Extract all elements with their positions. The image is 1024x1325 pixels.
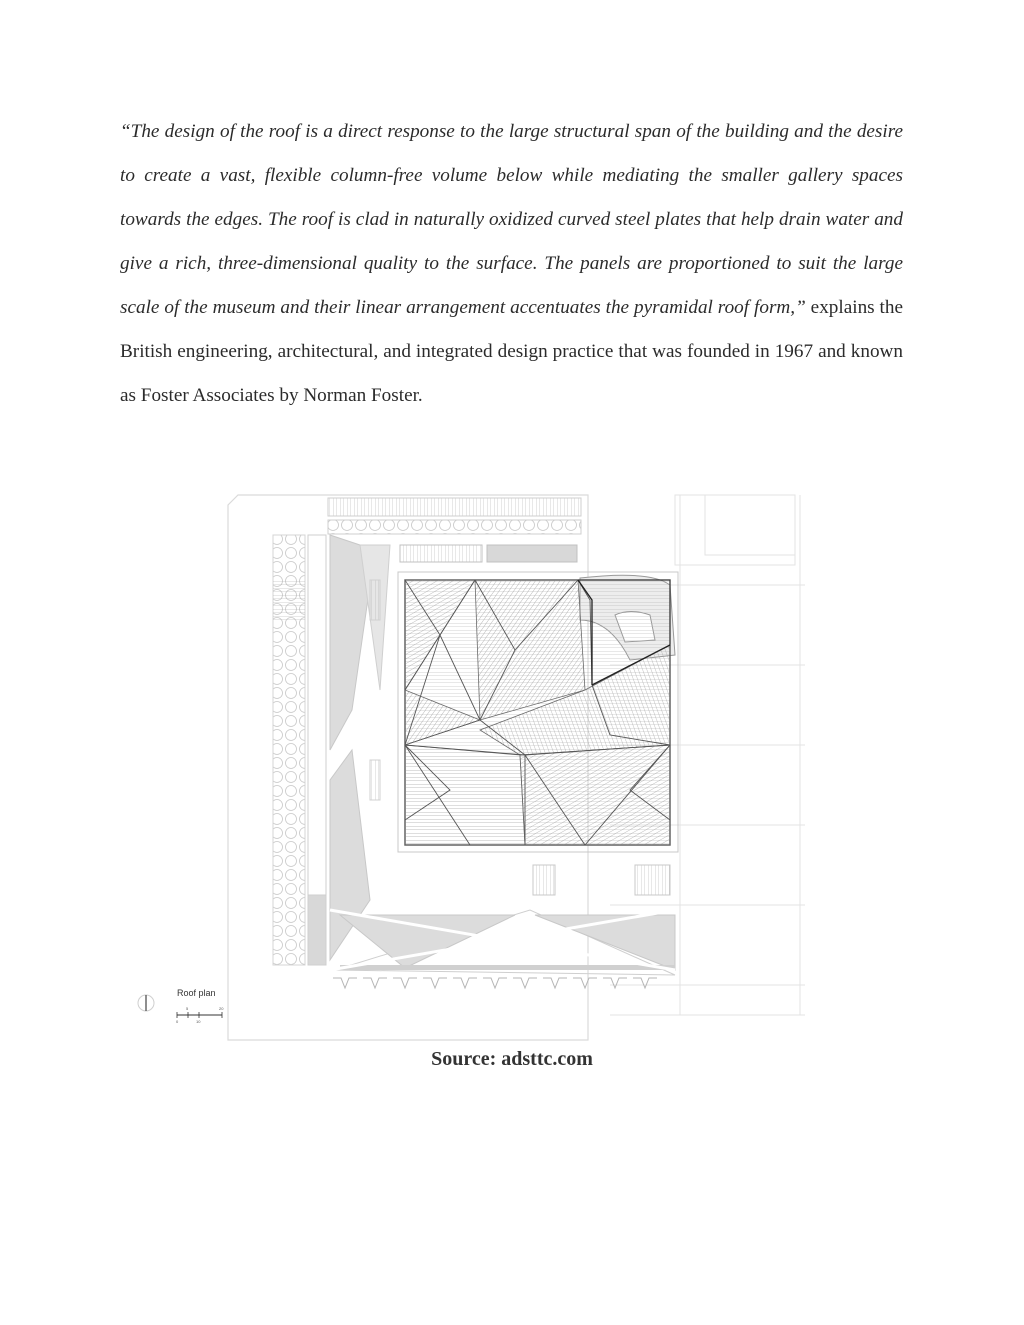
plan-label: Roof plan [177,988,216,998]
attribution-text: explains the British engineering, architectural, and integrated design practice that was founded in 1967 and known as Foster Associates by Norman Foster. [120,297,904,406]
scale-label-10: 10 [196,1019,201,1024]
roof-plan-drawing [130,490,810,1045]
scale-bar [176,1006,224,1024]
figure-caption: Source: adsttc.com [431,1048,593,1070]
quoted-text: “The design of the roof is a direct response to the large structural span of the building and the desire to create a vast, flexible column-free volume below while mediating the smaller gallery spaces towards the edges. The roof is clad in naturally oxidized curved steel plates that help drain water and give a rich, three-dimensional quality to the surface. The panels are proportioned to suit the large scale of the museum and their linear arrangement accentuates the pyramidal roof form,” [120,121,903,318]
scale-label-5: 5 [186,1006,189,1011]
scale-label-0: 0 [176,1019,179,1024]
north-arrow-icon [138,995,154,1011]
scale-label-20: 20 [219,1006,224,1011]
body-paragraph [120,110,903,418]
